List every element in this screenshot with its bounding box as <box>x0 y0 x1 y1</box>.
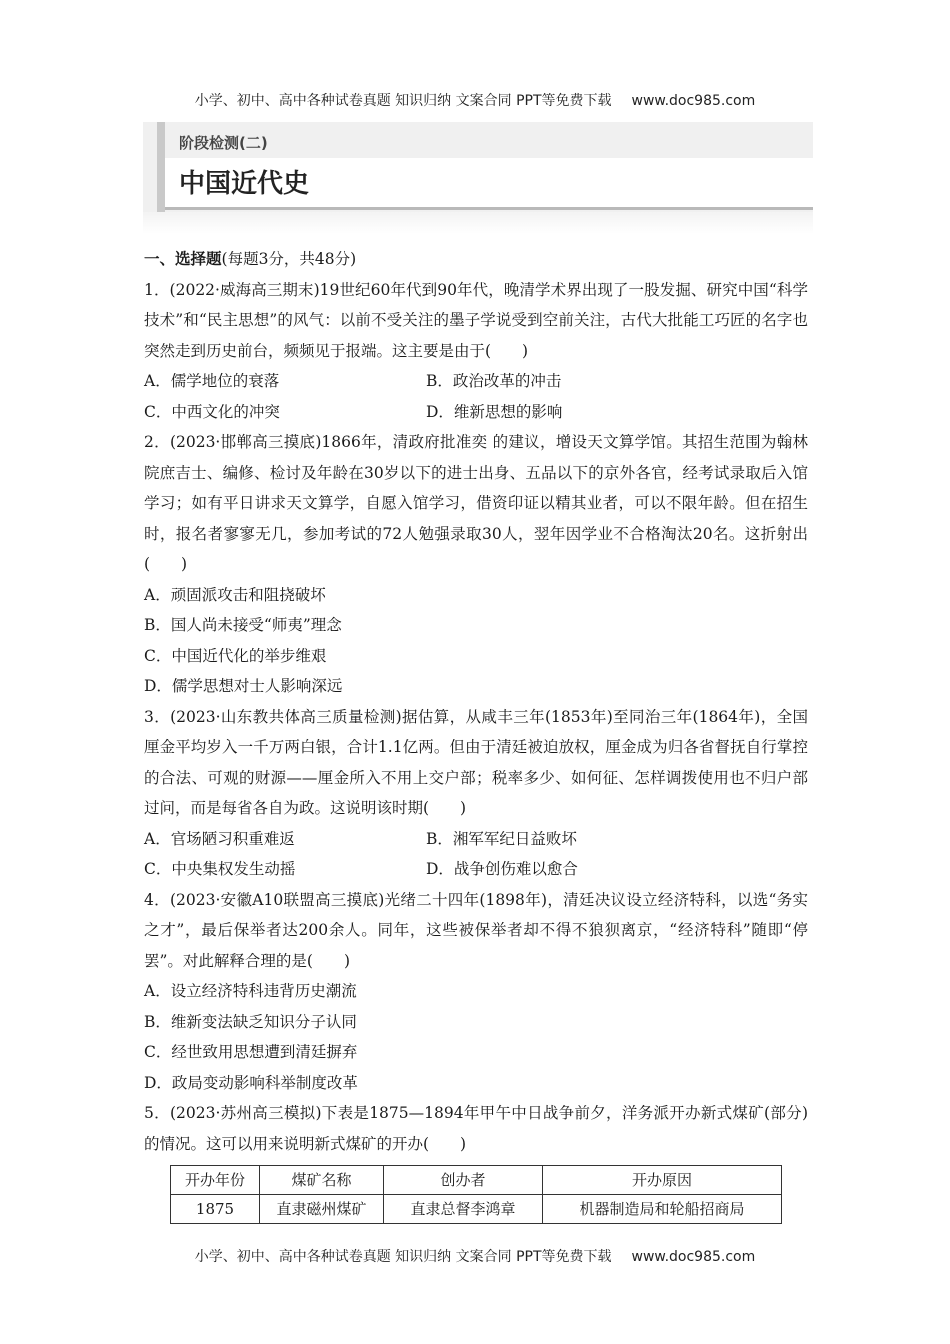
question-5 <box>144 1098 808 1159</box>
table-cell: 1875 <box>171 1195 260 1224</box>
option-d[interactable]: D．政局变动影响科举制度改革 <box>144 1073 358 1092</box>
question-number: 3． <box>144 707 171 726</box>
question-2 <box>144 427 808 580</box>
header-text: 小学、初中、高中各种试卷真题 知识归纳 文案合同 PPT等免费下载 <box>194 93 612 109</box>
table-cell: 机器制造局和轮船招商局 <box>543 1195 782 1224</box>
option-c[interactable]: C．中国近代化的举步维艰 <box>144 646 327 665</box>
question-stem: 光绪二十四年(1898年)，清廷决议设立经济特科，以选“务实之才”，最后保举者达200余人。同年，这些被保举者却不得不狼狈离京，“经济特科”随即“停罢”。对此解释合理的是( ) <box>144 890 809 970</box>
question-4 <box>144 885 808 977</box>
coal-mine-table <box>170 1165 782 1224</box>
banner-title-box <box>165 158 813 210</box>
options-row <box>144 824 808 855</box>
question-stem: 1866年，清政府批准奕 的建议，增设天文算学馆。其招生范围为翰林院庶吉士、编修、检讨及年龄在30岁以下的进士出身、五品以下的京外各官，经考试录取后入馆学习；如有平日讲求天文算学，自愿入馆学习，借资印证以精其业者，可以不限年龄。但在招生时，报名者寥寥无几，参加考试的72人勉强录取30人，翌年因学业不合格淘汰20名。这折射出( ) <box>144 433 808 573</box>
banner-accent-bar <box>157 122 165 212</box>
option-c[interactable]: C．中央集权发生动摇 <box>144 860 296 878</box>
question-1 <box>144 275 808 367</box>
header-url[interactable]: www.doc985.com <box>631 93 756 109</box>
table-header-cell: 煤矿名称 <box>260 1166 384 1195</box>
option-d[interactable]: D．儒学思想对士人影响深远 <box>144 677 343 695</box>
question-source: (2022·威海高三期末) <box>169 280 320 299</box>
question-source: (2023·苏州高三模拟) <box>169 1104 322 1122</box>
question-source: (2023·安徽A10联盟高三摸底) <box>169 890 385 909</box>
section-note: (每题3分，共48分) <box>221 250 357 268</box>
question-stem: 据估算，从咸丰三年(1853年)至同治三年(1864年)，全国厘金平均岁入一千万两白银，合计1.1亿两。但由于清廷被迫放权，厘金成为归各省督抚自行掌控的合法、可观的财源——厘金所入不用上交户部；税率多少、如何征、怎样调拨使用也不归户部过问，而是每省各自为政。这说明该时期( ) <box>144 707 808 817</box>
option-a[interactable]: A．顽固派攻击和阻挠破坏 <box>144 585 326 604</box>
question-source: (2023·山东教共体高三质量检测) <box>170 707 402 726</box>
options-row <box>144 854 808 885</box>
footer-url[interactable]: www.doc985.com <box>631 1249 756 1265</box>
footer-text: 小学、初中、高中各种试卷真题 知识归纳 文案合同 PPT等免费下载 <box>194 1249 612 1265</box>
page-header <box>0 90 950 110</box>
table-header-cell: 创办者 <box>384 1166 543 1195</box>
option-c[interactable]: C．经世致用思想遭到清廷摒弃 <box>144 1043 358 1061</box>
question-3 <box>144 702 808 824</box>
table-row <box>171 1195 782 1224</box>
table-cell: 直隶磁州煤矿 <box>260 1195 384 1224</box>
question-stem: 19世纪60年代到90年代，晚清学术界出现了一股发掘、研究中国“科学技术”和“民主思想”的风气：以前不受关注的墨子学说受到空前关注，古代大批能工巧匠的名字也突然走到历史前台，频频见于报端。这主要是由于( ) <box>144 280 808 360</box>
exam-content <box>144 244 808 1224</box>
question-stem: 下表是1875—1894年甲午中日战争前夕，洋务派开办新式煤矿(部分)的情况。这可以用来说明新式煤矿的开办( ) <box>144 1104 808 1153</box>
banner-shadow <box>143 212 813 234</box>
table-header-cell: 开办年份 <box>171 1166 260 1195</box>
option-c[interactable]: C．中西文化的冲突 <box>144 402 280 421</box>
page-title: 中国近代史 <box>179 169 310 199</box>
table-header-cell: 开办原因 <box>543 1166 782 1195</box>
option-a[interactable]: A．设立经济特科违背历史潮流 <box>144 982 357 1000</box>
page-footer <box>0 1246 950 1266</box>
option-b[interactable]: B．政治改革的冲击 <box>426 372 562 390</box>
question-number: 4． <box>144 890 170 909</box>
question-number: 5． <box>144 1104 170 1122</box>
question-source: (2023·邯郸高三摸底) <box>169 433 322 451</box>
option-a[interactable]: A．儒学地位的衰落 <box>144 372 280 390</box>
section-title: 一、选择题 <box>144 249 222 268</box>
option-b[interactable]: B．湘军军纪日益败坏 <box>426 829 577 848</box>
table-header-row <box>171 1166 782 1195</box>
options-row <box>144 366 808 397</box>
options-row <box>144 397 808 428</box>
option-d[interactable]: D．维新思想的影响 <box>426 402 563 421</box>
option-b[interactable]: B．国人尚未接受“师夷”理念 <box>144 616 342 634</box>
question-number: 1． <box>144 280 170 299</box>
question-number: 2． <box>144 433 170 451</box>
option-b[interactable]: B．维新变法缺乏知识分子认同 <box>144 1012 357 1031</box>
option-d[interactable]: D．战争创伤难以愈合 <box>426 860 578 878</box>
option-a[interactable]: A．官场陋习积重难返 <box>144 829 295 848</box>
banner-subtitle: 阶段检测(二) <box>179 134 268 152</box>
title-banner <box>143 122 813 212</box>
section-heading <box>144 244 808 275</box>
table-cell: 直隶总督李鸿章 <box>384 1195 543 1224</box>
